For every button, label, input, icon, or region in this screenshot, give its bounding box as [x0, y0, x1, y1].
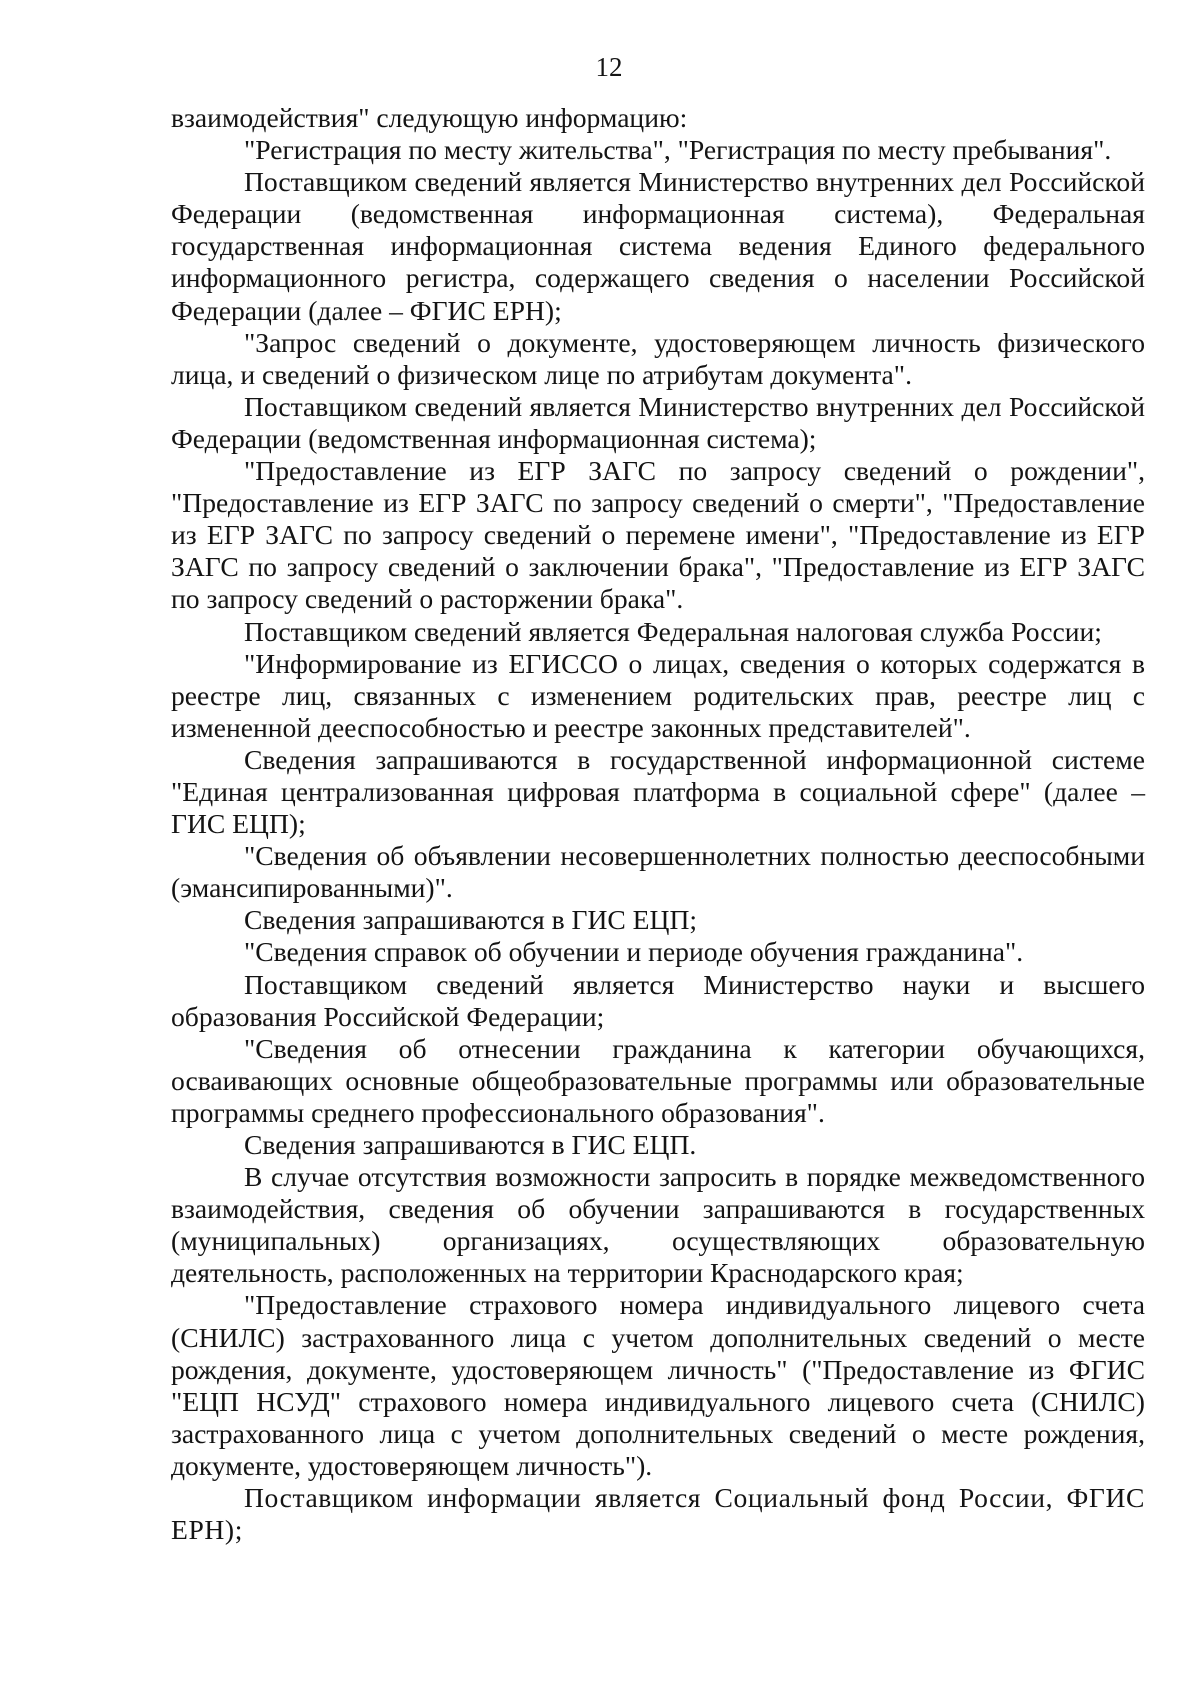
paragraph: "Регистрация по месту жительства", "Регистрация по месту пребывания". [244, 134, 1112, 166]
paragraph: Сведения запрашиваются в ГИС ЕЦП; [244, 904, 698, 936]
paragraph: Поставщиком сведений является Министерство внутренних дел Российской Федерации (ведомственная информационная система); [171, 390, 1145, 454]
paragraph: взаимодействия" следующую информацию: [171, 102, 688, 133]
paragraph: Поставщиком сведений является Федеральная налоговая служба России; [244, 615, 1102, 647]
paragraph: "Запрос сведений о документе, удостоверяющем личность физического лица, и сведений о физическом лице по атрибутам документа". [171, 326, 1145, 390]
paragraph: "Сведения об отнесении гражданина к категории обучающихся, осваивающих основные общеобразовательные программы или образовательные программы среднего профессионального образования". [171, 1032, 1145, 1128]
page-number: 12 [595, 52, 623, 82]
paragraph: Сведения запрашиваются в государственной информационной системе "Единая централизованная цифровая платформа в социальной сфере" (далее – ГИС ЕЦП); [171, 743, 1145, 840]
paragraph: "Сведения справок об обучении и периоде обучения гражданина". [244, 936, 1024, 968]
paragraph: "Предоставление из ЕГР ЗАГС по запросу сведений о рождении", "Предоставление из ЕГР ЗАГС по запросу сведений о смерти", "Предоставление из ЕГР ЗАГС по запросу сведений о перемене имени", "Предоставление из ЕГР ЗАГС по запросу сведений о заключении брака", "Предоставление из ЕГР ЗАГС по запросу сведений о расторжении брака". [171, 455, 1145, 615]
document-body [171, 102, 1145, 1546]
paragraph: "Сведения об объявлении несовершеннолетних полностью дееспособными (эмансипированными)". [171, 840, 1145, 904]
paragraph: Поставщиком сведений является Министерство науки и высшего образования Российской Федерации; [171, 968, 1145, 1032]
paragraph: "Информирование из ЕГИССО о лицах, сведения о которых содержатся в реестре лиц, связанных с изменением родительских прав, реестре лиц с измененной дееспособностью и реестре законных представителей". [171, 647, 1145, 743]
paragraph: Поставщиком информации является Социальный фонд России, ФГИС ЕРН); [171, 1482, 1145, 1546]
paragraph: В случае отсутствия возможности запросить в порядке межведомственного взаимодействия, сведения об обучении запрашиваются в государственных (муниципальных) организациях, осуществляющих образовательную деятельность, расположенных на территории Краснодарского края; [171, 1161, 1145, 1289]
paragraph: Сведения запрашиваются в ГИС ЕЦП. [244, 1129, 697, 1160]
paragraph: Поставщиком сведений является Министерство внутренних дел Российской Федерации (ведомственная информационная система), Федеральная государственная информационная система ведения Единого федерального информационного регистра, содержащего сведения о населении Российской Федерации (далее – ФГИС ЕРН); [171, 166, 1145, 326]
paragraph: "Предоставление страхового номера индивидуального лицевого счета (СНИЛС) застрахованного лица с учетом дополнительных сведений о месте рождения, документе, удостоверяющем личность" ("Предоставление из ФГИС "ЕЦП НСУД" страхового номера индивидуального лицевого счета (СНИЛС) застрахованного лица с учетом дополнительных сведений о месте рождения, документе, удостоверяющем личность"). [171, 1289, 1145, 1481]
